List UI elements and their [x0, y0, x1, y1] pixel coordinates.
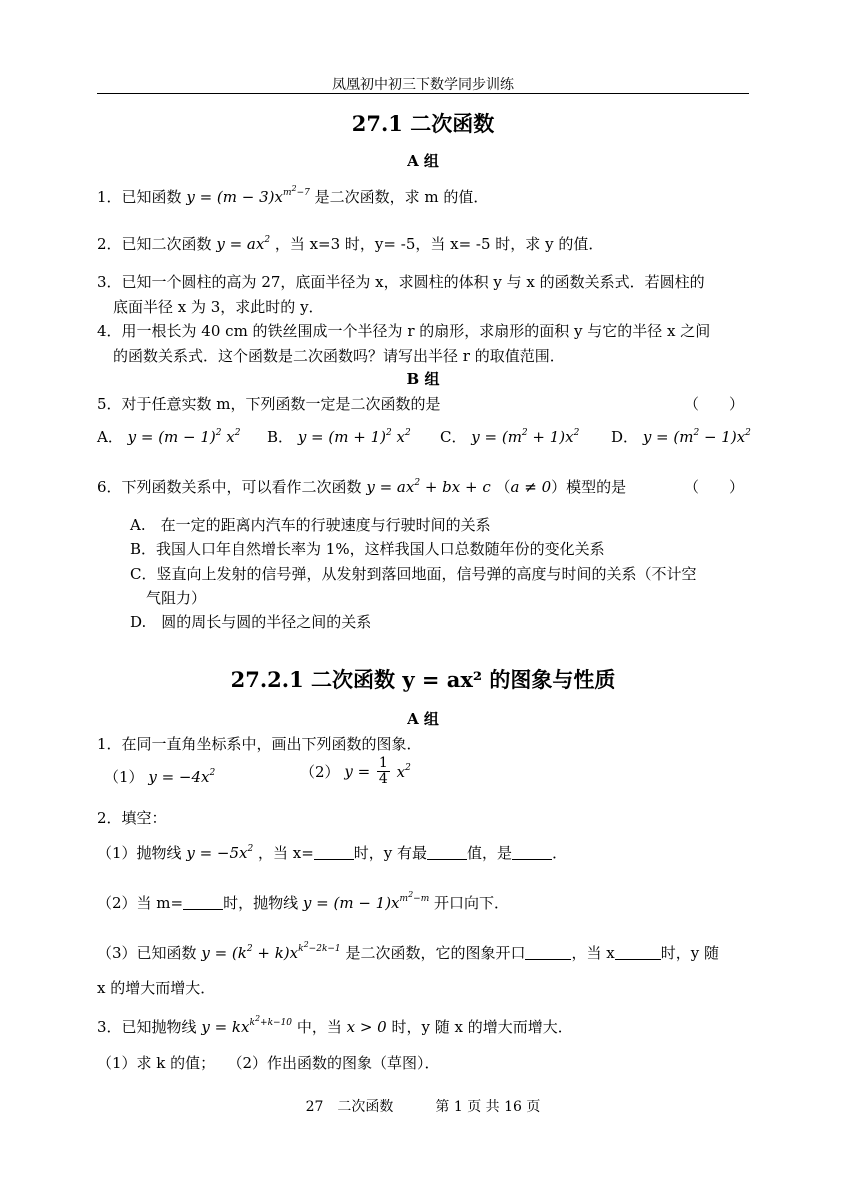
- header-rule: [97, 93, 749, 94]
- s2-question-2-sub-2: （2）当 m= 时，抛物线 $y = (m - 1)x^{m2-m}$ 开口向下．: [97, 890, 510, 912]
- question-5-option-a: A． $y = (m - 1)^2$ $x^2$: [97, 428, 241, 446]
- question-5-option-c: C． $y = (m^2 + 1)x^2$: [440, 428, 580, 446]
- question-1: 1．已知函数 $y = (m - 3)x^{m2-7}$ 是二次函数，求 m 的值．: [97, 184, 489, 206]
- group-a-label-2: A 组: [407, 710, 439, 728]
- question-6-option-c-line-1: C．竖直向上发射的信号弹，从发射到落回地面，信号弹的高度与时间的关系（不计空: [130, 565, 697, 583]
- blank[interactable]: [427, 845, 467, 860]
- question-6-option-d: D. 圆的周长与圆的半径之间的关系: [130, 613, 372, 631]
- question-3-line-1: 3．已知一个圆柱的高为 27，底面半径为 x，求圆柱的体积 y 与 x 的函数关系式．若圆柱的: [97, 273, 705, 291]
- question-3-line-2: 底面半径 x 为 3，求此时的 y．: [113, 298, 324, 316]
- s2-question-2: 2．填空：: [97, 809, 167, 827]
- s2-question-3: 3．已知抛物线 $y = kx^{k2+k-10}$ 中，当 x > 0 时，y 随 x 的增大而增大．: [97, 1014, 573, 1036]
- blank[interactable]: [615, 945, 661, 960]
- formula-q2: $y = ax^2$: [216, 235, 271, 253]
- question-6-answer-paren: （ ）: [684, 478, 745, 496]
- question-6: 6．下列函数关系中，可以看作二次函数 $y = ax^2$ + bx + c （a ≠ 0）模型的是: [97, 478, 627, 496]
- group-a-label: A 组: [407, 152, 439, 170]
- s2-question-2-sub-1: （1）抛物线 $y = -5x^2$ ，当 x= 时，y 有最 值，是 ．: [97, 844, 568, 862]
- blank[interactable]: [183, 895, 223, 910]
- question-6-option-a: A. 在一定的距离内汽车的行驶速度与行驶时间的关系: [130, 516, 491, 534]
- page-footer: 27 二次函数 第 1 页 共 16 页: [305, 1099, 541, 1115]
- blank[interactable]: [314, 845, 354, 860]
- question-5-answer-paren: （ ）: [684, 395, 745, 413]
- section-title-27-1: 27.1 二次函数: [351, 111, 495, 136]
- question-5: 5．对于任意实数 m，下列函数一定是二次函数的是: [97, 395, 441, 413]
- question-6-option-c-line-2: 气阻力）: [146, 589, 207, 607]
- question-5-option-d: D． $y = (m^2 - 1)x^2$: [611, 428, 751, 446]
- s2-question-2-sub-3-line-2: x 的增大而增大．: [97, 979, 216, 997]
- section-title-27-2-1: 27.2.1 二次函数 y = ax² 的图象与性质: [230, 667, 616, 692]
- page-header: 凤凰初中初三下数学同步训练: [332, 77, 514, 93]
- question-4-line-2: 的函数关系式．这个函数是二次函数吗？请写出半径 r 的取值范围．: [113, 347, 565, 365]
- s2-question-1-part-2: （2） y = $\frac{1}{4}$ $x^2$: [300, 755, 411, 787]
- formula-q6: $y = ax^2$ + bx + c: [366, 478, 491, 496]
- question-4-line-1: 4．用一根长为 40 cm 的铁丝围成一个半径为 r 的扇形，求扇形的面积 y 与它的半径 x 之间: [97, 322, 711, 340]
- question-2: 2．已知二次函数 $y = ax^2$ ，当 x=3 时，y= -5，当 x= -5 时，求 y 的值．: [97, 235, 604, 253]
- s2-question-1: 1．在同一直角坐标系中，画出下列函数的图象．: [97, 735, 422, 753]
- s2-question-2-sub-3: （3）已知函数 $y = (k^2 + k)x^{k2-2k-1}$ 是二次函数，它的图象开口 ，当 x 时，y 随: [97, 940, 719, 962]
- question-6-option-b: B．我国人口年自然增长率为 1%，这样我国人口总数随年份的变化关系: [130, 540, 605, 558]
- formula-q1: $y = (m - 3)x^{m2-7}$: [186, 184, 310, 206]
- blank[interactable]: [525, 945, 571, 960]
- question-5-option-b: B． $y = (m + 1)^2$ $x^2$: [267, 428, 411, 446]
- blank[interactable]: [512, 845, 552, 860]
- group-b-label: B 组: [406, 370, 440, 388]
- s2-question-3-subparts: （1）求 k 的值； （2）作出函数的图象（草图）．: [97, 1054, 440, 1072]
- s2-question-1-part-1: （1） $y = -4x^2$: [104, 768, 216, 786]
